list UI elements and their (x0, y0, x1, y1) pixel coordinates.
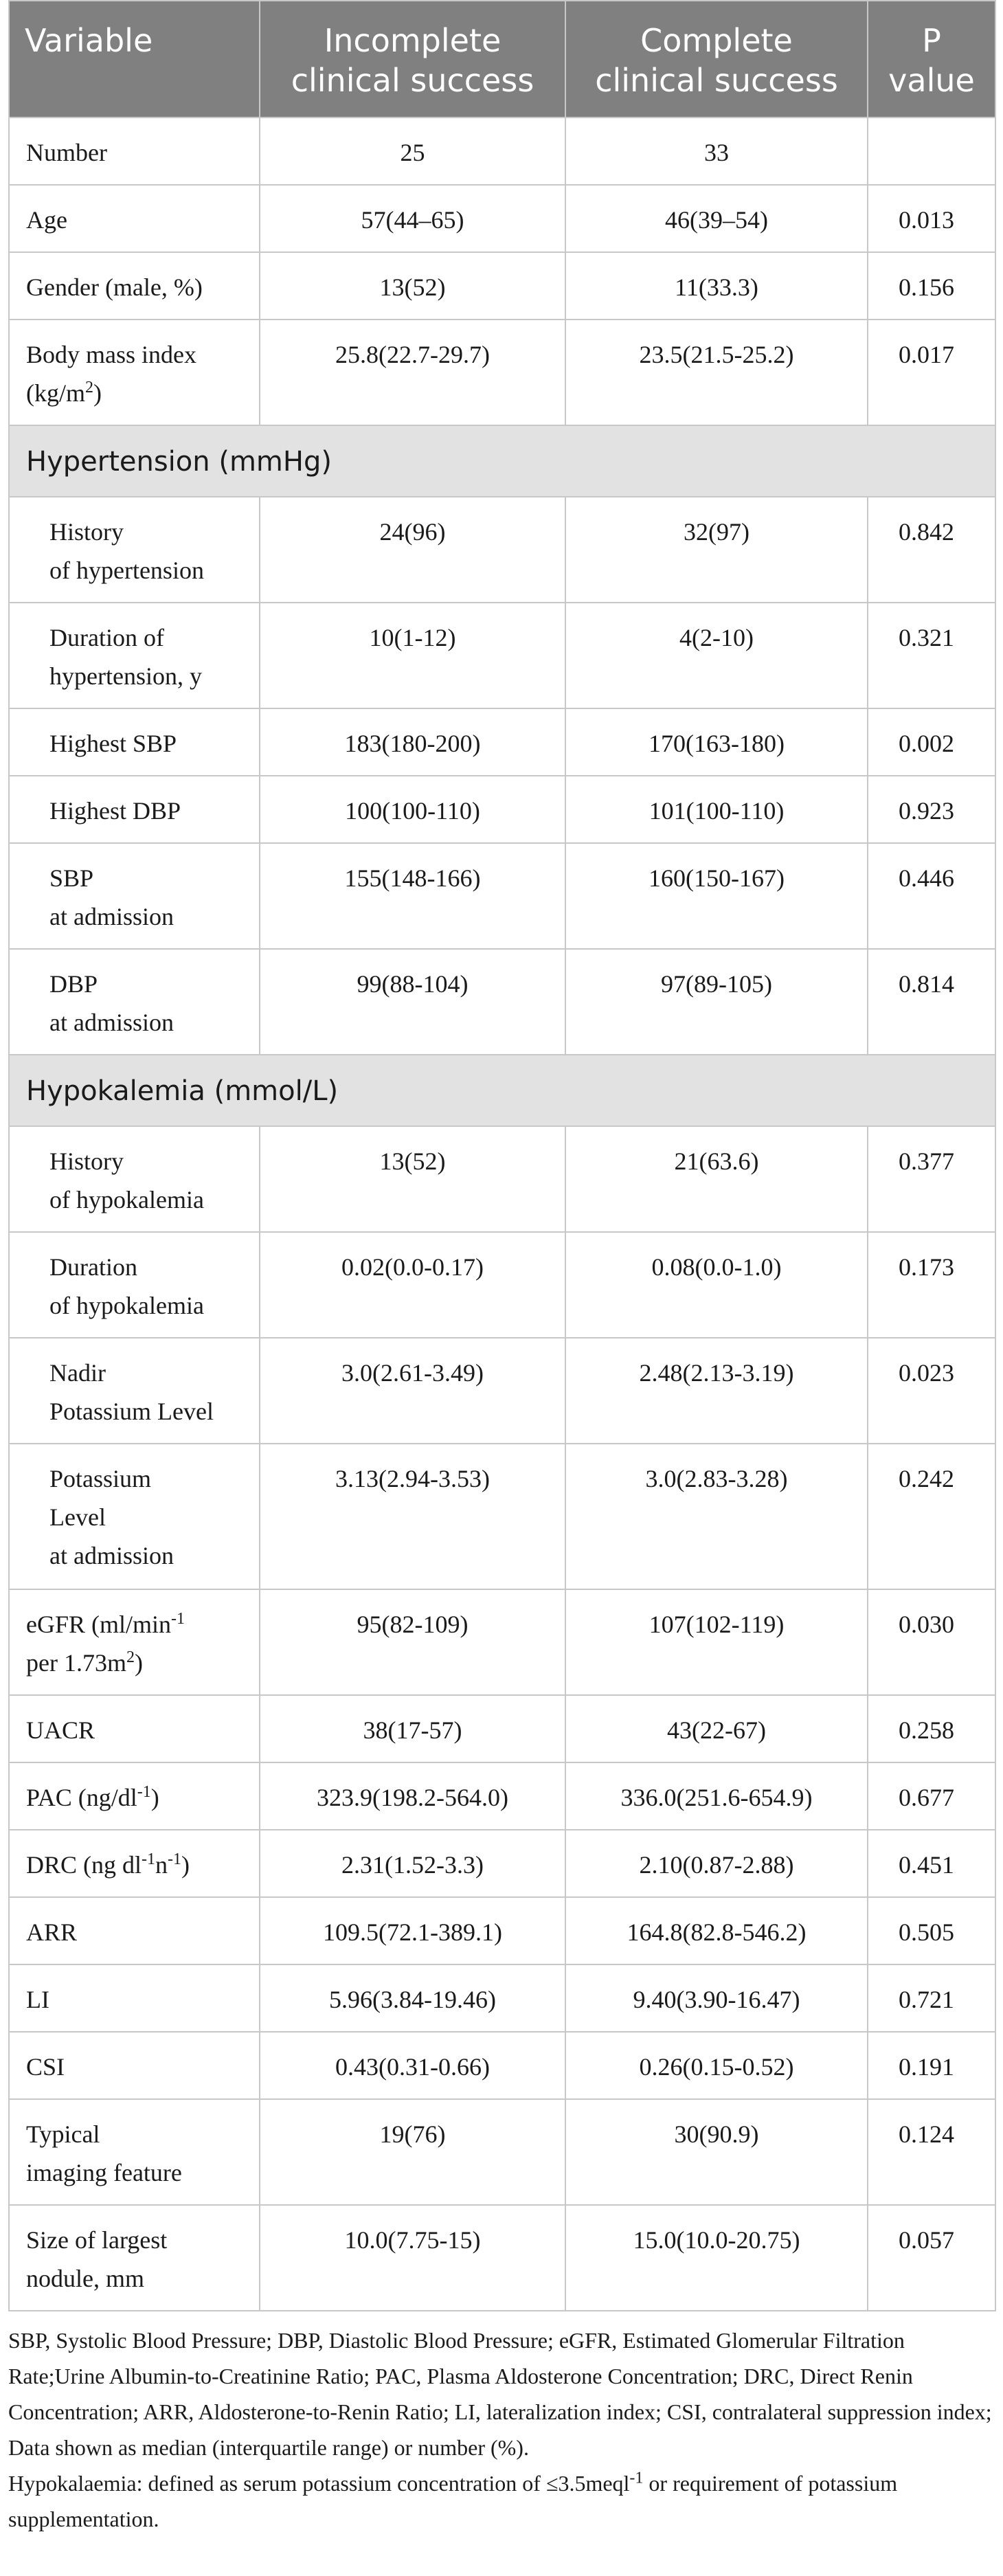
row-label: Highest SBP (9, 708, 260, 776)
complete-value: 2.10(0.87-2.88) (565, 1830, 868, 1897)
table-row (9, 949, 995, 1055)
complete-value: 9.40(3.90-16.47) (565, 1964, 868, 2032)
row-label: CSI (9, 2032, 260, 2099)
incomplete-value: 5.96(3.84-19.46) (260, 1964, 565, 2032)
table-row (9, 1762, 995, 1830)
row-label: ARR (9, 1897, 260, 1964)
row-label: Age (9, 185, 260, 252)
incomplete-value: 183(180-200) (260, 708, 565, 776)
p-value: 0.814 (868, 949, 995, 1055)
complete-value: 97(89-105) (565, 949, 868, 1055)
section-title: Hypokalemia (mmol/L) (9, 1055, 995, 1126)
p-value: 0.677 (868, 1762, 995, 1830)
incomplete-value: 109.5(72.1-389.1) (260, 1897, 565, 1964)
p-value: 0.242 (868, 1444, 995, 1589)
complete-value: 2.48(2.13-3.19) (565, 1338, 868, 1444)
table-row (9, 1232, 995, 1338)
complete-value: 101(100-110) (565, 776, 868, 843)
row-label: PAC $(ng/dl^{-1})$ (9, 1762, 260, 1830)
row-label: Nadir Potassium Level (9, 1338, 260, 1444)
table-row (9, 185, 995, 252)
row-label: DRC (ng $dl^{-1}n^{-1}$) (9, 1830, 260, 1897)
complete-value: 170(163-180) (565, 708, 868, 776)
section-header-hypokalemia (9, 1055, 995, 1126)
table-row (9, 1830, 995, 1897)
incomplete-value: 10.0(7.75-15) (260, 2205, 565, 2311)
incomplete-value: 38(17-57) (260, 1695, 565, 1762)
row-label: SBP at admission (9, 843, 260, 949)
p-value: 0.505 (868, 1897, 995, 1964)
complete-value: 107(102-119) (565, 1589, 868, 1695)
complete-value: 0.08(0.0-1.0) (565, 1232, 868, 1338)
row-label: Duration of hypertension, y (9, 603, 260, 708)
abbreviations-note: SBP, Systolic Blood Pressure; DBP, Diastolic Blood Pressure; eGFR, Estimated Glomerular Filtration Rate;Urine Albumin-to-Creatinine Ratio; PAC, Plasma Aldosterone Concentration; DRC, Direct Renin Concentration; ARR, Aldosterone-to-Renin Ratio; LI, lateralization index; CSI, contralateral suppression index; (8, 2328, 992, 2424)
complete-value: 164.8(82.8-546.2) (565, 1897, 868, 1964)
incomplete-value: 155(148-166) (260, 843, 565, 949)
data-format-note: Data shown as median (interquartile range) or number (%). (8, 2435, 529, 2460)
header-incomplete: Incomplete clinical success (260, 1, 565, 117)
complete-value: 336.0(251.6-654.9) (565, 1762, 868, 1830)
row-label: Potassium Level at admission (9, 1444, 260, 1589)
table-row (9, 320, 995, 425)
incomplete-value: 95(82-109) (260, 1589, 565, 1695)
p-value: 0.721 (868, 1964, 995, 2032)
p-value: 0.057 (868, 2205, 995, 2311)
incomplete-value: 25 (260, 117, 565, 185)
complete-value: 21(63.6) (565, 1126, 868, 1232)
row-label: Gender (male, %) (9, 252, 260, 320)
table-row (9, 1444, 995, 1589)
table-row (9, 2032, 995, 2099)
complete-value: 23.5(21.5-25.2) (565, 320, 868, 425)
table-row (9, 1338, 995, 1444)
incomplete-value: 24(96) (260, 497, 565, 603)
table-row (9, 1589, 995, 1695)
complete-value: 160(150-167) (565, 843, 868, 949)
row-label: History of hypokalemia (9, 1126, 260, 1232)
table-row (9, 117, 995, 185)
p-value: 0.002 (868, 708, 995, 776)
p-value: 0.023 (868, 1338, 995, 1444)
incomplete-value: 19(76) (260, 2099, 565, 2205)
row-label: DBP at admission (9, 949, 260, 1055)
p-value: 0.173 (868, 1232, 995, 1338)
incomplete-value: 323.9(198.2-564.0) (260, 1762, 565, 1830)
incomplete-value: 0.43(0.31-0.66) (260, 2032, 565, 2099)
row-label: eGFR ($ml/\min^{-1}$ per $1.73m^2$) (9, 1589, 260, 1695)
incomplete-value: 25.8(22.7-29.7) (260, 320, 565, 425)
incomplete-value: 2.31(1.52-3.3) (260, 1830, 565, 1897)
table-row (9, 1964, 995, 2032)
p-value: 0.923 (868, 776, 995, 843)
complete-value: 4(2-10) (565, 603, 868, 708)
row-label: Size of largest nodule, mm (9, 2205, 260, 2311)
complete-value: 3.0(2.83-3.28) (565, 1444, 868, 1589)
results-table (8, 0, 996, 2311)
row-label: Body mass index $(kg/m^2)$ (9, 320, 260, 425)
p-value: 0.030 (868, 1589, 995, 1695)
complete-value: 0.26(0.15-0.52) (565, 2032, 868, 2099)
p-value: 0.377 (868, 1126, 995, 1232)
complete-value: 32(97) (565, 497, 868, 603)
table-row (9, 708, 995, 776)
row-label: Number (9, 117, 260, 185)
header-p-value: P value (868, 1, 995, 117)
header-row (9, 1, 995, 117)
incomplete-value: 3.0(2.61-3.49) (260, 1338, 565, 1444)
section-title: Hypertension (mmHg) (9, 425, 995, 497)
p-value: 0.321 (868, 603, 995, 708)
p-value: 0.156 (868, 252, 995, 320)
p-value (868, 117, 995, 185)
table-row (9, 843, 995, 949)
complete-value: 46(39–54) (565, 185, 868, 252)
table-row (9, 1897, 995, 1964)
header-complete: Complete clinical success (565, 1, 868, 117)
header-variable: Variable (9, 1, 260, 117)
complete-value: 30(90.9) (565, 2099, 868, 2205)
section-header-hypertension (9, 425, 995, 497)
complete-value: 33 (565, 117, 868, 185)
incomplete-value: 10(1-12) (260, 603, 565, 708)
table-row (9, 2205, 995, 2311)
p-value: 0.842 (868, 497, 995, 603)
incomplete-value: 13(52) (260, 252, 565, 320)
row-label: Duration of hypokalemia (9, 1232, 260, 1338)
table-row (9, 252, 995, 320)
table-row (9, 603, 995, 708)
incomplete-value: 100(100-110) (260, 776, 565, 843)
p-value: 0.017 (868, 320, 995, 425)
row-label: UACR (9, 1695, 260, 1762)
incomplete-value: 3.13(2.94-3.53) (260, 1444, 565, 1589)
row-label: Highest DBP (9, 776, 260, 843)
table-row (9, 2099, 995, 2205)
table-row (9, 1126, 995, 1232)
p-value: 0.446 (868, 843, 995, 949)
table-row (9, 776, 995, 843)
row-label: Typical imaging feature (9, 2099, 260, 2205)
p-value: 0.451 (868, 1830, 995, 1897)
complete-value: 15.0(10.0-20.75) (565, 2205, 868, 2311)
p-value: 0.013 (868, 185, 995, 252)
complete-value: 11(33.3) (565, 252, 868, 320)
complete-value: 43(22-67) (565, 1695, 868, 1762)
table-footnotes (8, 2322, 995, 2537)
table-row (9, 497, 995, 603)
hypokalaemia-definition-note: Hypokalaemia: defined as serum potassium concentration of ≤3.5meql$^{-1}$ or requirement of potassium supplementation. (8, 2469, 898, 2531)
incomplete-value: 57(44–65) (260, 185, 565, 252)
incomplete-value: 0.02(0.0-0.17) (260, 1232, 565, 1338)
p-value: 0.191 (868, 2032, 995, 2099)
p-value: 0.124 (868, 2099, 995, 2205)
p-value: 0.258 (868, 1695, 995, 1762)
incomplete-value: 99(88-104) (260, 949, 565, 1055)
row-label: LI (9, 1964, 260, 2032)
row-label: History of hypertension (9, 497, 260, 603)
incomplete-value: 13(52) (260, 1126, 565, 1232)
table-row (9, 1695, 995, 1762)
